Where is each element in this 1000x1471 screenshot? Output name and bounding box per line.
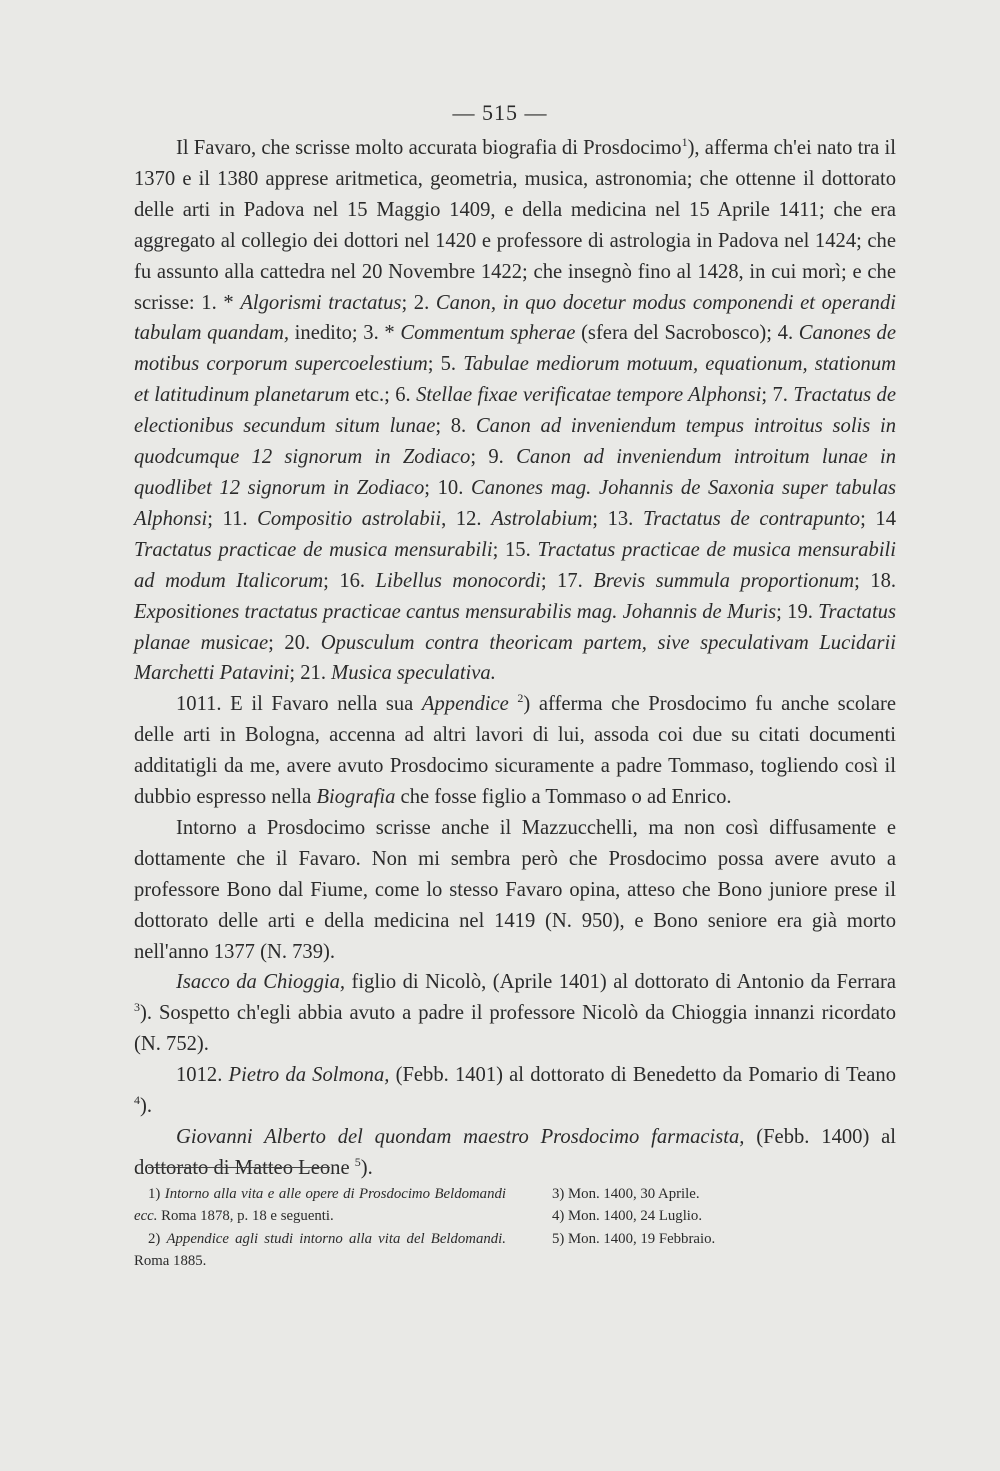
text-run: ; 15.	[492, 538, 538, 561]
text-run: ; 19.	[776, 600, 819, 623]
italic-text: Astrolabium	[491, 507, 593, 530]
text-run: ; 8.	[435, 415, 476, 438]
page-number: — 515 —	[452, 100, 548, 125]
footnote-separator	[148, 1167, 330, 1168]
text-run: (Febb. 1401) al dottorato di Benedetto da Pomario di Teano	[389, 1064, 897, 1087]
italic-text: Biografia	[316, 786, 396, 809]
italic-text: Tabulae mediorum motuum, equationum, stationum et latitudinum planetarum	[134, 353, 896, 407]
text-run: ; 2.	[401, 291, 436, 314]
italic-text: Libellus monocordi	[375, 569, 541, 592]
text-run: ; 7.	[761, 384, 794, 407]
footnote-ref: 4	[134, 1093, 140, 1108]
text-run: etc.; 6.	[349, 384, 417, 407]
text-run: che fosse figlio a Tommaso o ad Enrico.	[395, 786, 732, 809]
text-run: ; 20.	[268, 631, 321, 654]
footnote	[552, 1228, 852, 1250]
text-run: ; 10.	[424, 476, 471, 499]
text-run: Il Favaro, che scrisse molto accurata biografia di Prosdocimo	[176, 137, 682, 159]
text-run: ; 11.	[207, 507, 258, 530]
text-run: ; 14	[860, 507, 897, 530]
italic-text: Canones de motibus corporum supercoelestium	[134, 322, 896, 376]
text-run: , 12.	[441, 507, 492, 530]
text-run: 1)	[148, 1186, 165, 1202]
italic-text: Brevis summula proportionum	[593, 569, 855, 592]
text-run: ; 17.	[540, 569, 594, 592]
footnote	[134, 1228, 506, 1273]
text-run: (Febb. 1400) al dottorato di Matteo Leone	[134, 1126, 896, 1179]
italic-text: Tractatus de electionibus secundum situm lunae	[134, 384, 896, 438]
italic-text: Compositio astrolabii	[257, 507, 442, 530]
footnote-ref: 2	[517, 691, 524, 706]
footnote	[134, 1183, 506, 1228]
footnote	[552, 1205, 852, 1227]
text-run: 4) Mon. 1400, 24 Luglio.	[552, 1208, 703, 1225]
text-run: 3) Mon. 1400, 30 Aprile.	[552, 1186, 700, 1202]
text-run: 5) Mon. 1400, 19 Febbraio.	[552, 1230, 716, 1247]
footnotes-right-column	[552, 1183, 852, 1250]
paragraph	[134, 133, 896, 689]
paragraph	[134, 689, 896, 813]
paragraph	[134, 967, 896, 1060]
text-run: ; 9.	[470, 446, 517, 469]
footnotes-left-column	[134, 1183, 506, 1273]
italic-text: Pietro da Solmona,	[228, 1064, 390, 1087]
italic-text: Intorno alla vita e alle opere di Prosdocimo Beldomandi ecc.	[134, 1186, 506, 1225]
italic-text: Tractatus planae musicae	[134, 600, 896, 654]
text-run: ) afferma che Prosdocimo fu anche scolare delle arti in Bologna, accenna ad altri lavori di lui, assoda coi due su citati documenti additatigli da me, avere avuto Prosdocimo sicuramente a padre Tommaso, togliendo così il dubbio espresso nella	[134, 693, 896, 809]
text-run: ; 21.	[289, 662, 332, 685]
italic-text: Canon, in quo docetur modus componendi et operandi tabulam quandam,	[134, 291, 896, 345]
paragraph	[134, 813, 896, 968]
text-run: ; 18.	[854, 569, 897, 592]
italic-text: Expositiones tractatus practicae cantus mensurabilis mag. Johannis de Muris	[134, 600, 777, 623]
body-text	[134, 133, 896, 1184]
text-run: ).	[140, 1095, 153, 1118]
italic-text: Musica speculativa.	[331, 662, 496, 685]
text-run: ). Sospetto ch'egli abbia avuto a padre il professore Nicolò da Chioggia innanzi ricordato (N. 752).	[134, 1002, 896, 1056]
text-run: ), afferma ch'ei nato tra il 1370 e il 1380 apprese aritmetica, geometria, musica, astronomia; che ottenne il dottorato delle arti in Padova nel 15 Maggio 1409, e della medicina nel 15 Aprile 1411; che era aggregato al collegio dei dottori nel 1420 e professore di astrologia in Padova nel 1424; che fu assunto alla cattedra nel 20 Novembre 1422; che insegnò fino al 1428, in cui morì; e che scrisse: 1. *	[134, 137, 896, 314]
text-run: figlio di Nicolò, (Aprile 1401) al dottorato di Antonio da Ferrara	[345, 971, 896, 994]
paragraph	[134, 1122, 896, 1184]
italic-text: Isacco da Chioggia,	[176, 971, 346, 994]
text-run: (sfera del Sacrobosco); 4.	[575, 322, 799, 345]
italic-text: Canon ad inveniendum introitum lunae in quodlibet 12 signorum in Zodiaco	[134, 446, 896, 499]
footnote	[552, 1183, 852, 1205]
text-run: ).	[360, 1156, 373, 1179]
text-run: 1011. E il Favaro nella sua	[176, 693, 422, 716]
text-run: 2)	[148, 1230, 167, 1247]
italic-text: Tractatus practicae de musica mensurabili ad modum Italicorum	[134, 538, 896, 592]
text-run: 1012.	[176, 1064, 229, 1087]
italic-text: Appendice	[421, 693, 509, 716]
text-run: Intorno a Prosdocimo scrisse anche il Mazzucchelli, ma non così diffusamente e dottamente che il Favaro. Non mi sembra però che Prosdocimo possa avere avuto a professore Bono dal Fiume, come lo stesso Favaro opina, atteso che Bono juniore prese il dottorato delle arti e della medicina nel 1419 (N. 950), e Bono seniore era già morto nell'anno 1377 (N. 739).	[134, 816, 896, 963]
footnote-ref: 5	[354, 1155, 361, 1170]
italic-text: Appendice agli studi intorno alla vita del Beldomandi.	[166, 1230, 506, 1247]
text-run: ; 16.	[323, 569, 376, 592]
italic-text: Tractatus de contrapunto	[642, 507, 861, 530]
italic-text: Giovanni Alberto del quondam maestro Prosdocimo farmacista,	[176, 1126, 745, 1148]
italic-text: Opusculum contra theoricam partem, sive speculativam Lucidarii Marchetti Patavini	[134, 631, 896, 685]
paragraph	[134, 1060, 896, 1122]
italic-text: Commentum spherae	[400, 322, 576, 345]
text-run: ; 13.	[592, 507, 643, 530]
footnote-ref: 3	[134, 1000, 140, 1015]
footnote-ref: 1	[681, 135, 688, 150]
italic-text: Tractatus practicae de musica mensurabili	[134, 538, 493, 561]
text-run: Roma 1878, p. 18 e seguenti.	[157, 1208, 334, 1225]
text-run: inedito; 3. *	[289, 322, 401, 345]
text-run: ; 5.	[427, 353, 464, 376]
text-run: Roma 1885.	[134, 1253, 207, 1270]
italic-text: Canones mag. Johannis de Saxonia super tabulas Alphonsi	[134, 476, 897, 530]
italic-text: Algorismi tractatus	[240, 291, 402, 314]
italic-text: Stellae fixae verificatae tempore Alphonsi	[416, 384, 762, 407]
italic-text: Canon ad inveniendum tempus introitus solis in quodcumque 12 signorum in Zodiaco	[134, 415, 896, 469]
